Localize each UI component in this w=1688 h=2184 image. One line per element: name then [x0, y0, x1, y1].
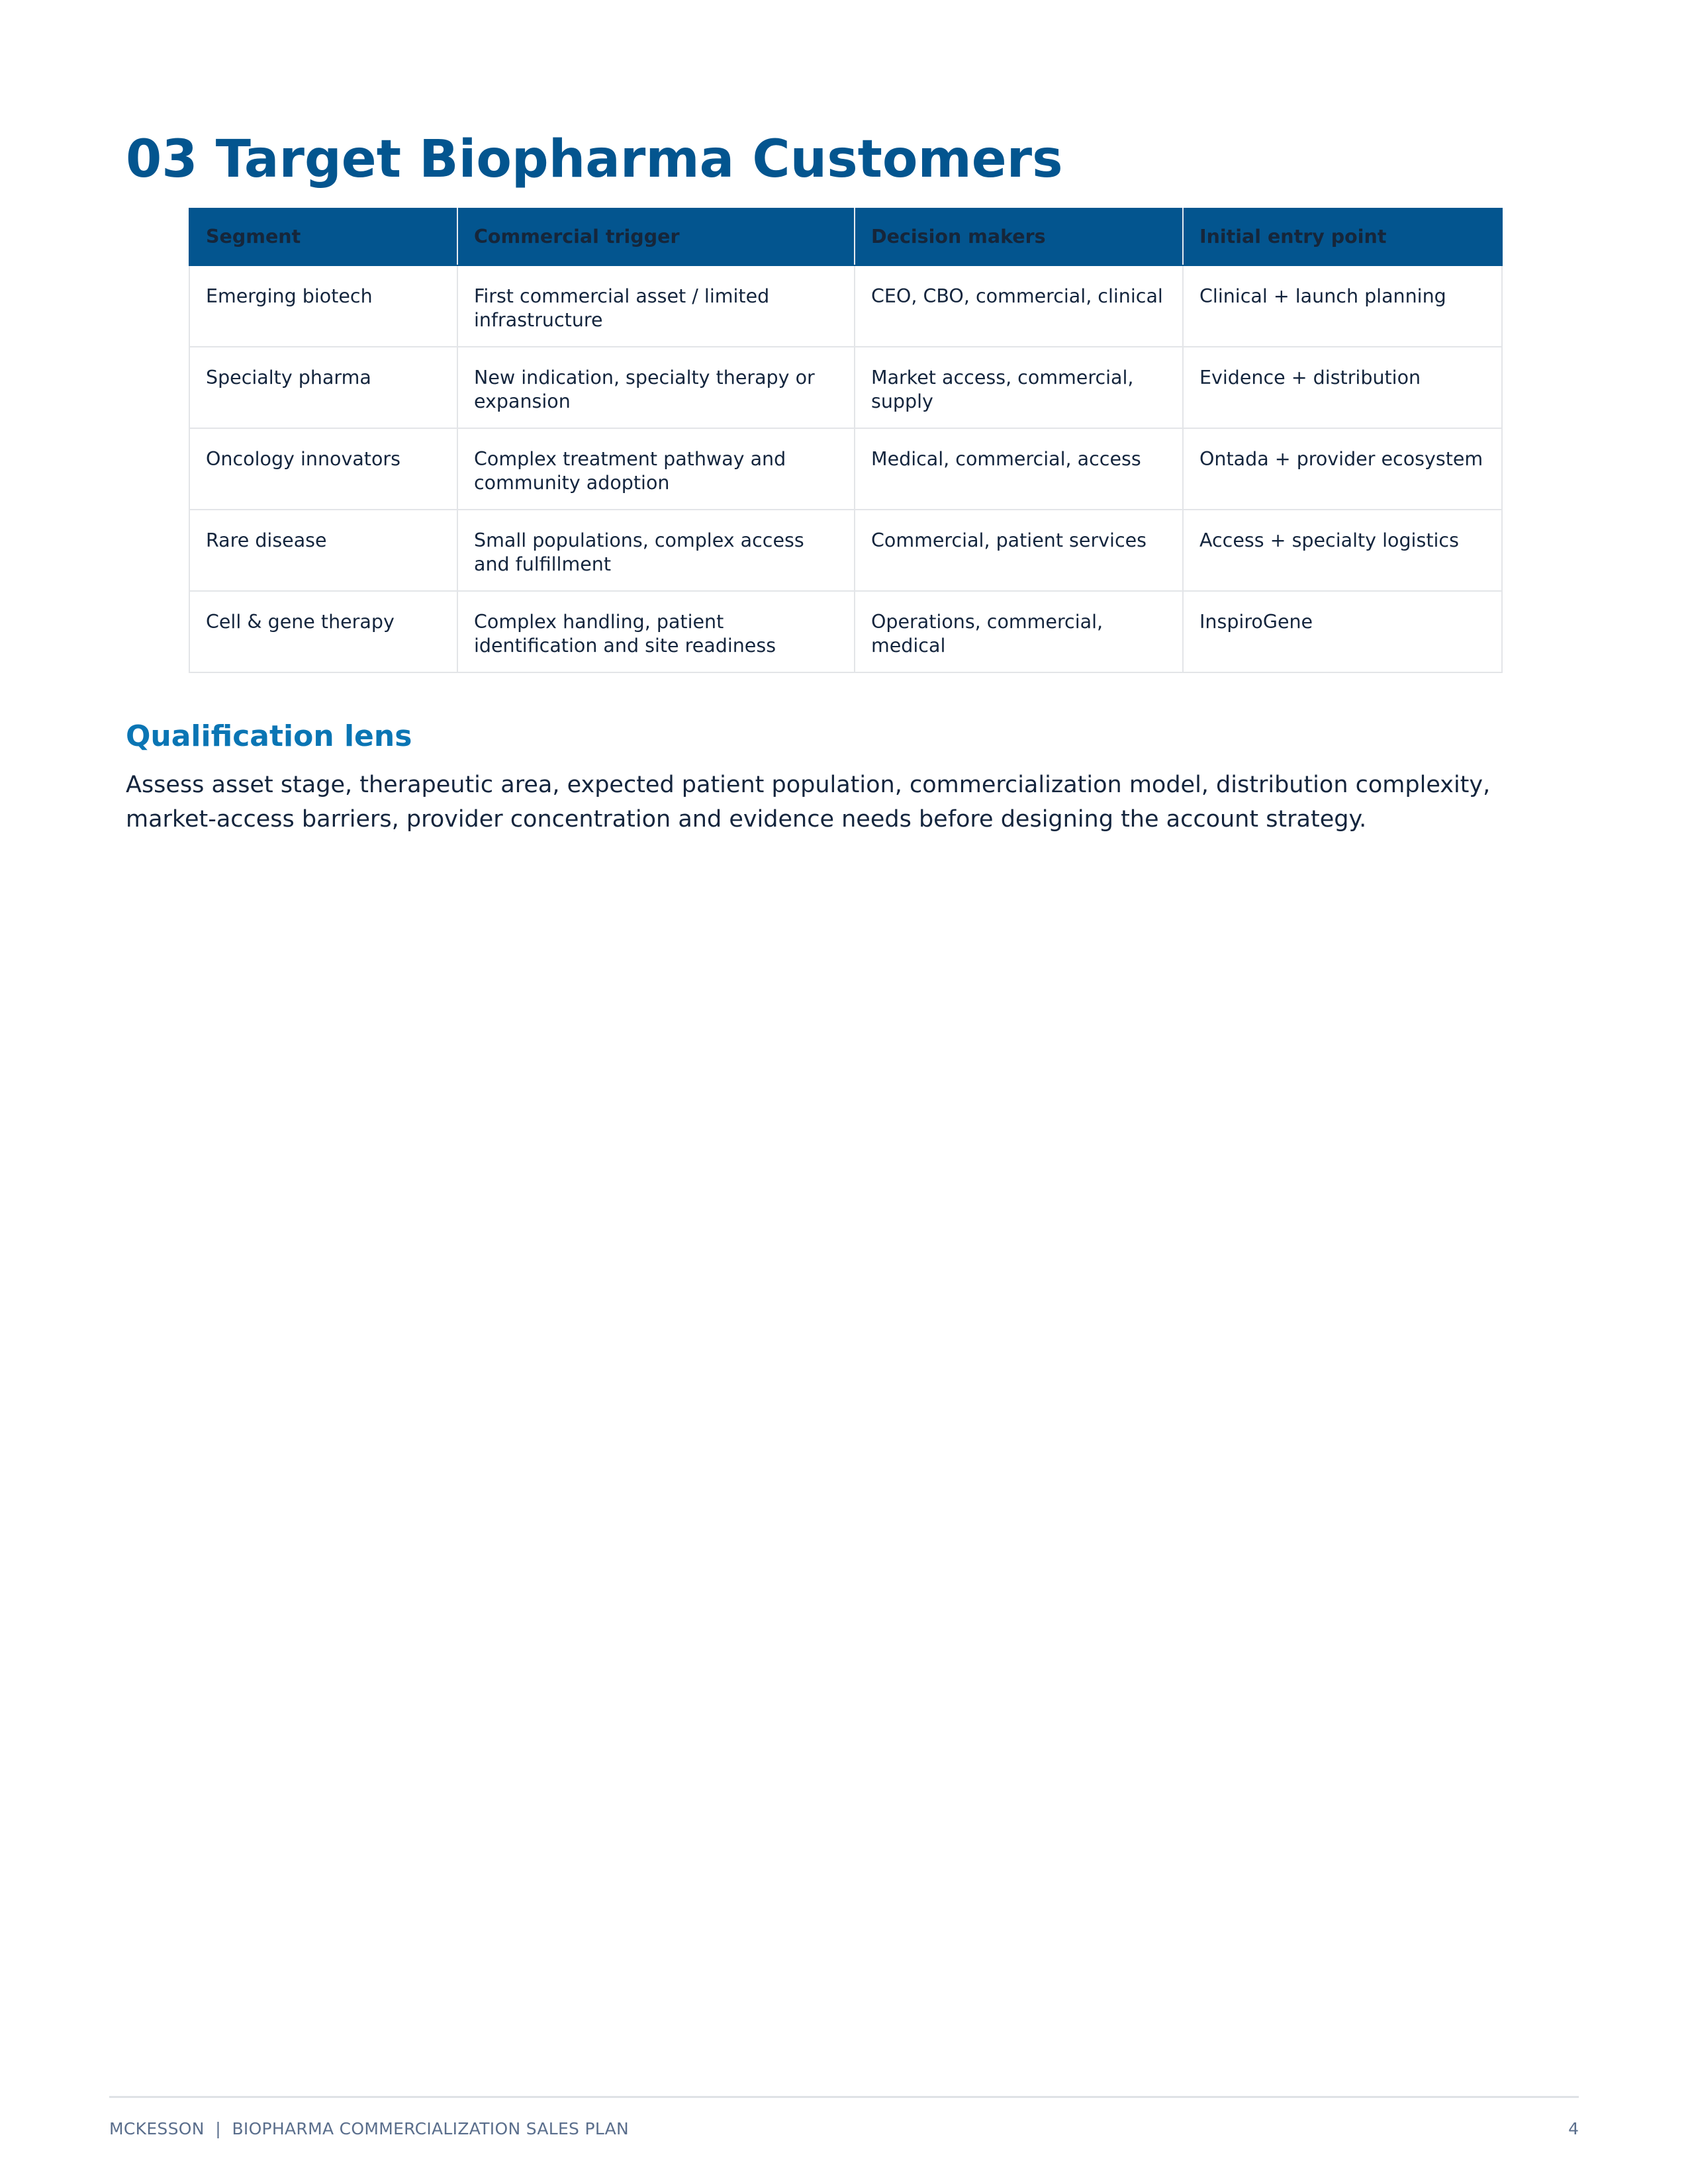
- header-segment: Segment: [189, 208, 457, 265]
- cell-initial-entry-point: Ontada + provider ecosystem: [1183, 428, 1502, 510]
- cell-commercial-trigger: Complex handling, patient identification and site readiness: [457, 591, 855, 672]
- cell-decision-makers: Market access, commercial, supply: [855, 347, 1183, 428]
- footer-page-number: 4: [1568, 2119, 1579, 2138]
- cell-segment: Oncology innovators: [189, 428, 457, 510]
- cell-initial-entry-point: InspiroGene: [1183, 591, 1502, 672]
- header-decision-makers: Decision makers: [855, 208, 1183, 265]
- cell-commercial-trigger: Small populations, complex access and fulfillment: [457, 510, 855, 591]
- cell-initial-entry-point: Evidence + distribution: [1183, 347, 1502, 428]
- page-title: 03 Target Biopharma Customers: [126, 130, 1063, 189]
- table-header-row: [189, 208, 1502, 265]
- footer-document-label: MCKESSON | BIOPHARMA COMMERCIALIZATION SALES PLAN: [109, 2119, 630, 2138]
- qualification-lens-body: Assess asset stage, therapeutic area, expected patient population, commercialization model, distribution complexity, market-access barriers, provider concentration and evidence needs before designing the account strategy.: [126, 772, 1491, 833]
- footer-divider: [109, 2096, 1579, 2098]
- cell-commercial-trigger: First commercial asset / limited infrastructure: [457, 265, 855, 347]
- cell-commercial-trigger: Complex treatment pathway and community adoption: [457, 428, 855, 510]
- table-row: [189, 347, 1502, 428]
- cell-decision-makers: Operations, commercial, medical: [855, 591, 1183, 672]
- target-segments-table: [189, 208, 1503, 673]
- cell-segment: Emerging biotech: [189, 265, 457, 347]
- table-row: [189, 510, 1502, 591]
- cell-initial-entry-point: Access + specialty logistics: [1183, 510, 1502, 591]
- header-initial-entry-point: Initial entry point: [1183, 208, 1502, 265]
- cell-segment: Cell & gene therapy: [189, 591, 457, 672]
- header-commercial-trigger: Commercial trigger: [457, 208, 855, 265]
- cell-decision-makers: Commercial, patient services: [855, 510, 1183, 591]
- cell-segment: Specialty pharma: [189, 347, 457, 428]
- cell-decision-makers: Medical, commercial, access: [855, 428, 1183, 510]
- cell-segment: Rare disease: [189, 510, 457, 591]
- cell-commercial-trigger: New indication, specialty therapy or expansion: [457, 347, 855, 428]
- table-row: [189, 265, 1502, 347]
- cell-decision-makers: CEO, CBO, commercial, clinical: [855, 265, 1183, 347]
- qualification-lens-heading: Qualification lens: [126, 719, 412, 753]
- table-row: [189, 591, 1502, 672]
- cell-initial-entry-point: Clinical + launch planning: [1183, 265, 1502, 347]
- table-row: [189, 428, 1502, 510]
